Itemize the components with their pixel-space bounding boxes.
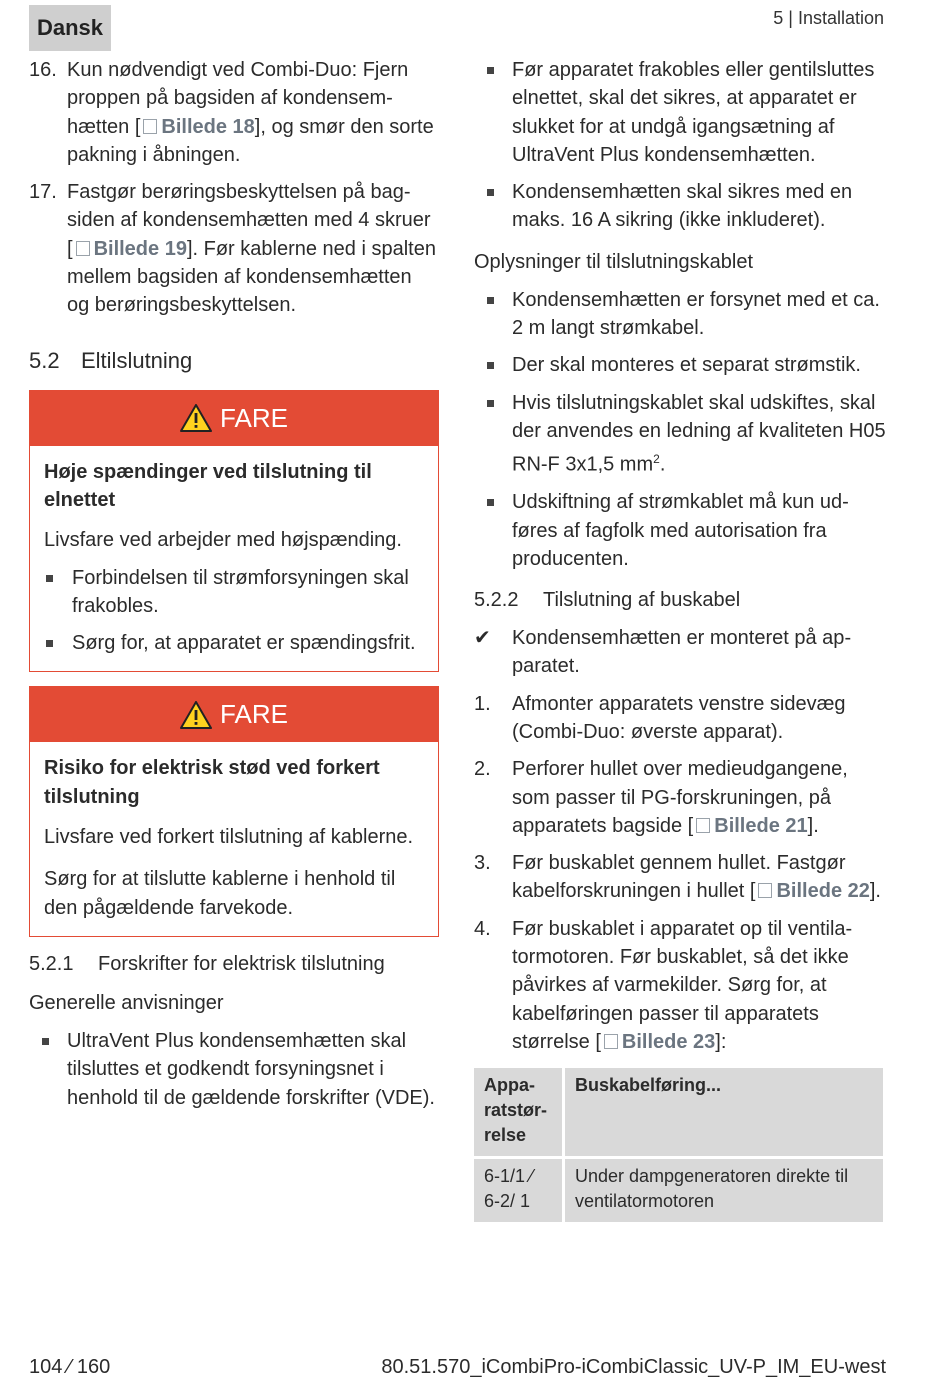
heading-5-2-1: 5.2.1 Forskrifter for elektrisk tilslutning [29, 952, 385, 975]
bullet-marker [474, 286, 512, 343]
bullet-marker [474, 56, 512, 169]
step-number: 2. [474, 758, 491, 781]
warning-triangle-icon [180, 404, 212, 432]
document-id: 80.51.570_iCombiPro-iCombiClassic_UV-P_IM_EU-west [381, 1356, 886, 1378]
bullet-marker [44, 564, 72, 621]
heading-5-2: 5.2 Eltilslutning [29, 347, 193, 373]
danger-title: Risiko for elektrisk stød ved forkert tilslutning [44, 757, 380, 808]
figure-icon [143, 119, 157, 134]
danger-header [30, 391, 438, 446]
danger-box-shock [29, 686, 439, 936]
list-item: Sørg for, at apparatet er spændingsfrit. [44, 629, 424, 657]
danger-text: Livsfare ved forkert tilslutning af kablerne. [44, 826, 414, 849]
list-item: Før apparatet frakobles eller gentilsluttes elnettet, skal det sikres, at apparatet er slukket for at undgå igangsætning af UltraVent Plus kondensemhætten. [474, 56, 886, 169]
step-17 [29, 178, 439, 319]
danger-box-voltage [29, 390, 439, 673]
step-text: Fastgør berøringsbeskyttelsen på bagsiden af kondensemhætten med 4 skruer [ Billede 19]. Før kablerne ned i spalten mellem bagsiden af kondensemhætten og berøringsbeskyttelsen. [67, 181, 436, 317]
step-text: Afmonter apparatets venstre sidevæg (Combi-Duo: øverste apparat). [512, 692, 846, 743]
figure-icon [696, 818, 710, 833]
bullet-marker [29, 1027, 67, 1112]
step-text: Før buskablet i apparatet op til ventilatormotoren. Før buskablet, så det ikke påvirkes af varmekilder. Sørg for, at kabelføringen passer til apparatets størrelse [ Billede 23]: [512, 917, 853, 1053]
danger-header [30, 687, 438, 742]
list-item: Kondensemhætten skal sikres med en maks. 16 A sikring (ikke inkluderet). [474, 178, 886, 235]
page-number: 104 ⁄ 160 [29, 1356, 111, 1378]
step-number: 17. [29, 181, 57, 204]
figure-reference[interactable]: Billede 18 [140, 116, 254, 138]
warning-triangle-icon [180, 701, 212, 729]
step-4 [474, 915, 886, 1056]
list-item: Hvis tilslutningskablet skal udskiftes, skal der anvendes en ledning af kvaliteten H05 RN-F 3x1,5 $mm^2$. [474, 389, 886, 480]
list-item: Der skal monteres et separat strømstik. [474, 351, 886, 379]
left-column [29, 56, 439, 1121]
step-number: 16. [29, 59, 57, 81]
danger-text: Livsfare ved arbejder med højspænding. [44, 529, 402, 552]
table-header-row [474, 1068, 883, 1156]
checkmark-icon: ✔ [474, 627, 491, 650]
list-item: Kondensemhætten er forsynet med et ca. 2 m langt strømkabel. [474, 286, 886, 343]
bullet-marker [474, 389, 512, 480]
step-text: Før buskablet gennem hullet. Fastgør kabelforskruningen i hullet [ Billede 22]. [512, 852, 881, 903]
bullet-marker [474, 488, 512, 573]
step-number: 1. [474, 692, 491, 715]
step-3 [474, 849, 886, 906]
step-number: 3. [474, 852, 491, 875]
figure-reference[interactable]: Billede 23 [601, 1031, 715, 1053]
list-item: UltraVent Plus kondensemhætten skal tilsluttes et godkendt forsyningsnet i henhold til de gældende forskrifter (VDE). [29, 1027, 439, 1112]
bullet-marker [44, 629, 72, 657]
danger-title: Høje spændinger ved tilslutning til elnettet [44, 460, 372, 511]
figure-icon [76, 241, 90, 256]
step-16 [29, 56, 439, 169]
list-item: Forbindelsen til strømforsyningen skal frakobles. [44, 564, 424, 621]
bullet-marker [474, 178, 512, 235]
figure-reference[interactable]: Billede 22 [755, 880, 869, 902]
table-cell: 6-1/1 ⁄ 6-2/ 1 [474, 1159, 562, 1222]
step-2 [474, 755, 886, 840]
danger-label: FARE [220, 699, 288, 730]
figure-reference[interactable]: Billede 21 [693, 815, 807, 837]
danger-body [30, 742, 438, 935]
section-header: 5 | Installation [773, 8, 884, 28]
bus-cable-table [471, 1065, 886, 1225]
table-row [474, 1159, 883, 1222]
subheading-general: Generelle anvisninger [29, 991, 224, 1014]
step-number: 4. [474, 917, 491, 940]
step-1 [474, 690, 886, 747]
figure-icon [604, 1034, 618, 1049]
figure-icon [758, 883, 772, 898]
step-text: Perforer hullet over medieudgangene, som passer til PG-forskruningen, på apparatets bagside [ Billede 21]. [512, 758, 848, 837]
heading-5-2-2: 5.2.2 Tilslutning af buskabel [474, 589, 741, 612]
precondition: ✔ Kondensemhætten er monteret på apparatet. [474, 624, 886, 681]
table-header: Buskabelføring... [565, 1068, 883, 1156]
danger-label: FARE [220, 402, 288, 433]
list-item: Udskiftning af strømkablet må kun udføres af fagfolk med autorisation fra producenten. [474, 488, 886, 573]
right-column [474, 56, 886, 1225]
figure-reference[interactable]: Billede 19 [73, 238, 187, 260]
step-text: Kun nødvendigt ved Combi-Duo: Fjern proppen på bagsiden af kondensemhætten [ Billede 18], og smør den sorte pakning i åbningen. [67, 59, 434, 166]
danger-instruction: Sørg for at tilslutte kablerne i henhold til den pågældende farvekode. [44, 868, 396, 919]
danger-body [30, 446, 438, 672]
bullet-marker [474, 351, 512, 379]
subheading-cable-info: Oplysninger til tilslutningskablet [474, 250, 754, 273]
language-tab: Dansk [29, 5, 111, 51]
table-header: Apparatstørrelse [474, 1068, 562, 1156]
table-cell: Under dampgeneratoren direkte til ventilatormotoren [565, 1159, 883, 1222]
